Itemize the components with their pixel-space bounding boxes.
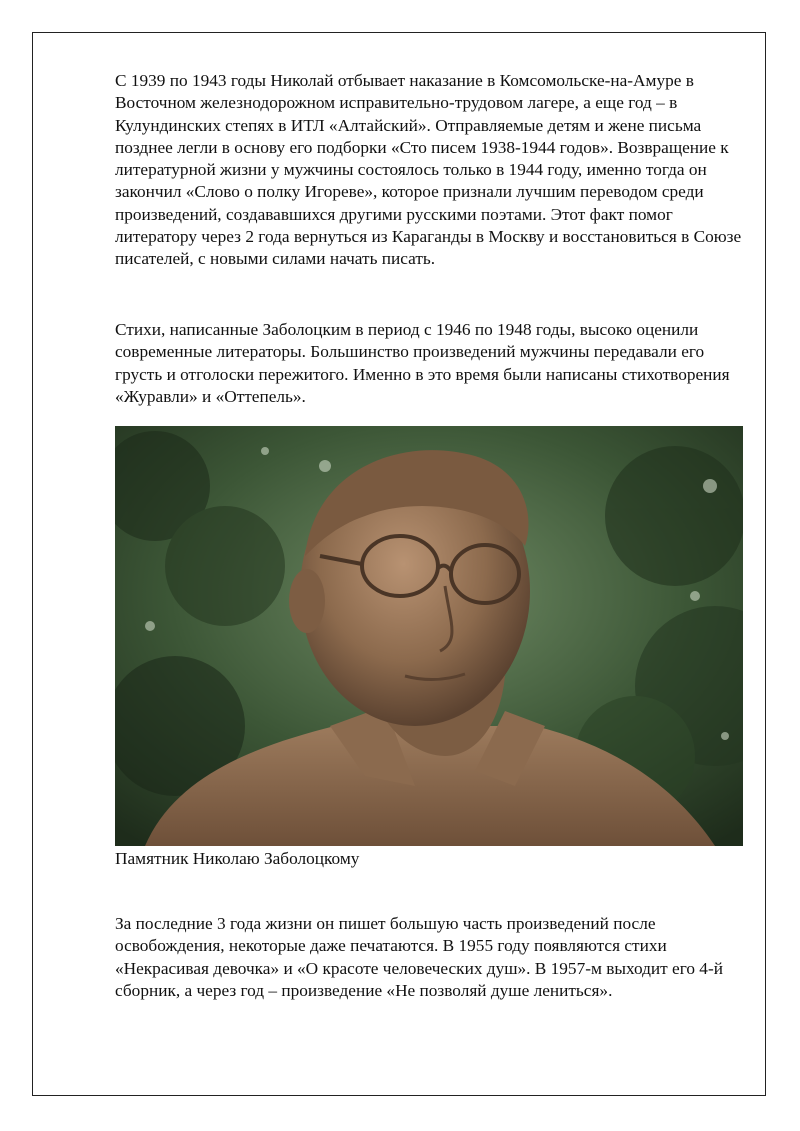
monument-bust-illustration bbox=[115, 426, 743, 846]
paragraph-1: С 1939 по 1943 годы Николай отбывает наказание в Комсомольске-на-Амуре в Восточном железнодорожном исправительно-трудовом лагере, а еще год – в Кулундинских степях в ИТЛ «Алтайский». Отправляемые детям и жене письма позднее легли в основу его подборки «Сто писем 1938-1944 годов». Возвращение к литературной жизни у мужчины состоялось только в 1944 году, именно тогда он закончил «Слово о полку Игореве», которое признали лучшим переводом среди произведений, создававшихся другими русскими поэтами. Этот факт помог литератору через 2 года вернуться из Караганды в Москву и восстановиться в Союзе писателей, с новыми силами начать писать. bbox=[115, 71, 742, 269]
monument-photo bbox=[115, 426, 743, 846]
paragraph-3: За последние 3 года жизни он пишет большую часть произведений после освобождения, некоторые даже печатаются. В 1955 году появляются стихи «Некрасивая девочка» и «О красоте человеческих душ». В 1957-м выходит его 4-й сборник, а через год – произведение «Не позволяй душе лениться». bbox=[115, 914, 723, 1000]
figure-caption: Памятник Николаю Заболоцкому bbox=[115, 849, 360, 868]
paragraph-2: Стихи, написанные Заболоцким в период с 1946 по 1948 годы, высоко оценили современные литераторы. Большинство произведений мужчины передавали его грусть и отголоски пережитого. Именно в это время были написаны стихотворения «Журавли» и «Оттепель». bbox=[115, 320, 730, 406]
